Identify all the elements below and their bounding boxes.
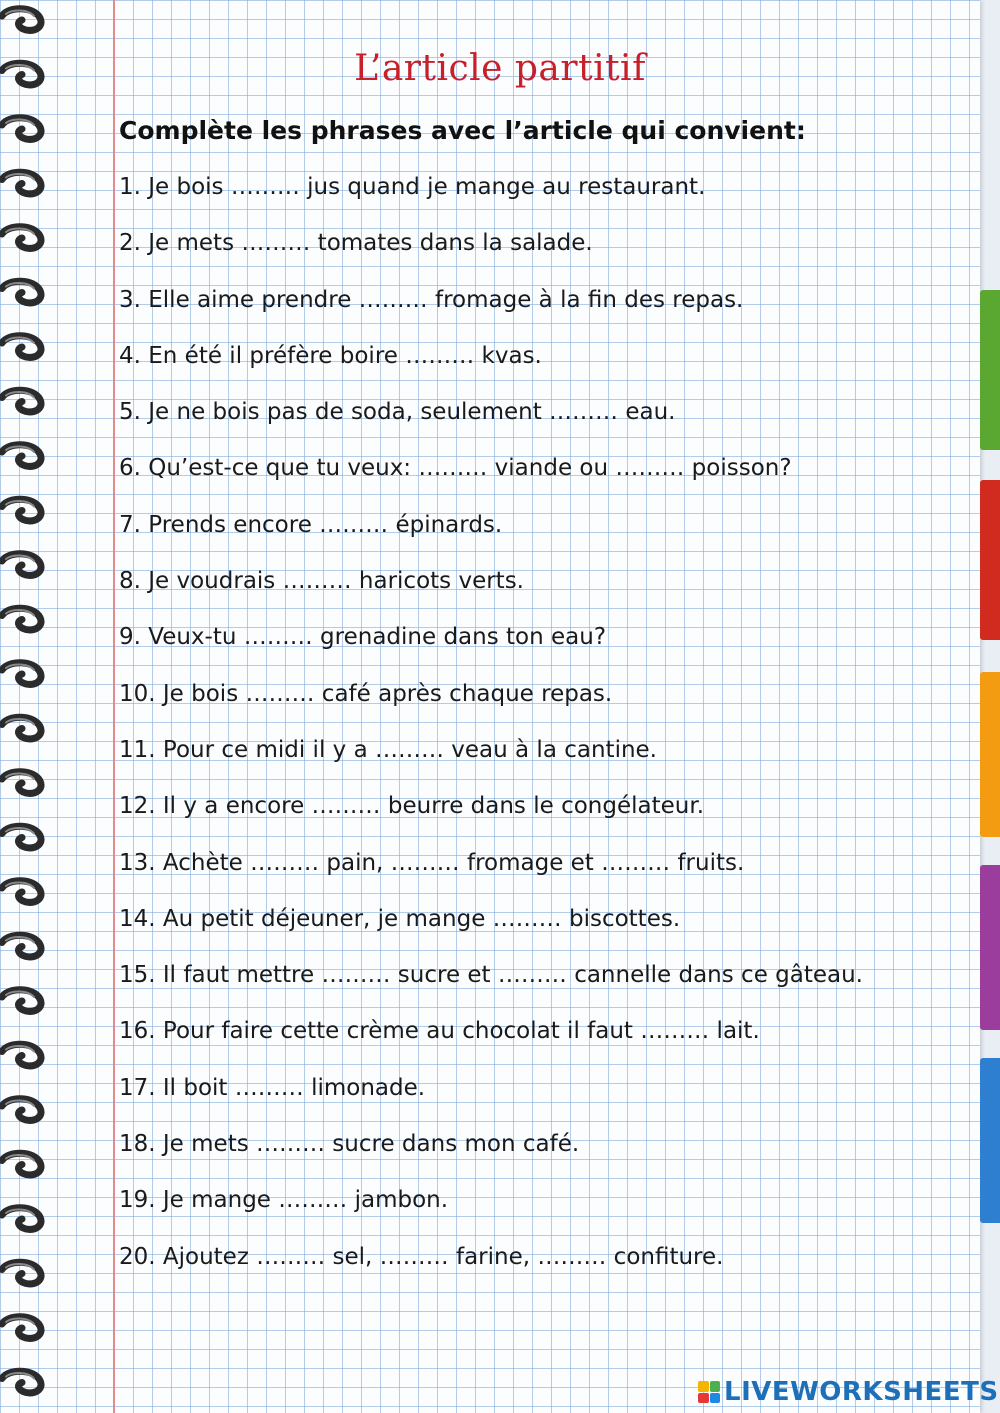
question-13: 13. Achète ……… pain, ……… fromage et ……… fruits. bbox=[119, 849, 745, 876]
spiral-ring bbox=[2, 1317, 41, 1339]
spiral-ring bbox=[2, 608, 41, 630]
spiral-ring bbox=[2, 717, 41, 739]
spiral-ring bbox=[2, 336, 41, 358]
question-5: 5. Je ne bois pas de soda, seulement ……… eau. bbox=[119, 399, 676, 426]
question-14: 14. Au petit déjeuner, je mange ……… biscottes. bbox=[119, 905, 681, 932]
tab-blue bbox=[980, 1058, 1000, 1223]
color-tabs bbox=[980, 0, 1000, 1413]
spiral-ring bbox=[2, 1262, 41, 1284]
spiral-ring bbox=[2, 1153, 41, 1175]
question-11: 11. Pour ce midi il y a ……… veau à la cantine. bbox=[119, 736, 657, 763]
spiral-ring bbox=[2, 227, 41, 249]
spiral-ring bbox=[2, 390, 41, 412]
instruction-text: Complète les phrases avec l’article qui convient: bbox=[119, 116, 806, 145]
spiral-ring bbox=[2, 445, 41, 467]
margin-line bbox=[113, 0, 115, 1413]
question-17: 17. Il boit ……… limonade. bbox=[119, 1074, 426, 1101]
question-19: 19. Je mange ……… jambon. bbox=[119, 1187, 449, 1214]
liveworksheets-logo[interactable] bbox=[698, 1378, 999, 1406]
question-9: 9. Veux-tu ……… grenadine dans ton eau? bbox=[119, 624, 607, 651]
question-18: 18. Je mets ……… sucre dans mon café. bbox=[119, 1131, 580, 1158]
tab-green bbox=[980, 290, 1000, 450]
question-6: 6. Qu’est-ce que tu veux: ……… viande ou ……… poisson? bbox=[119, 455, 792, 482]
page-title: L’article partitif bbox=[354, 48, 646, 89]
spiral-ring bbox=[2, 826, 41, 848]
question-1: 1. Je bois ……… jus quand je mange au restaurant. bbox=[119, 174, 706, 200]
spiral-ring bbox=[2, 554, 41, 576]
question-7: 7. Prends encore ……… épinards. bbox=[119, 511, 503, 538]
tab-orange bbox=[980, 672, 1000, 837]
spiral-ring bbox=[2, 772, 41, 794]
question-3: 3. Elle aime prendre ……… fromage à la fin des repas. bbox=[119, 286, 744, 313]
spiral-ring bbox=[2, 663, 41, 685]
spiral-ring bbox=[2, 881, 41, 903]
question-list bbox=[119, 174, 939, 1300]
spiral-ring bbox=[2, 172, 41, 194]
spiral-ring bbox=[2, 990, 41, 1012]
question-8: 8. Je voudrais ……… haricots verts. bbox=[119, 568, 524, 595]
question-4: 4. En été il préfère boire ……… kvas. bbox=[119, 342, 542, 369]
spiral-ring bbox=[2, 1099, 41, 1121]
question-10: 10. Je bois ……… café après chaque repas. bbox=[119, 680, 613, 707]
question-16: 16. Pour faire cette crème au chocolat il faut ……… lait. bbox=[119, 1018, 760, 1045]
tab-red bbox=[980, 480, 1000, 640]
spiral-ring bbox=[2, 1371, 41, 1393]
spiral-ring bbox=[2, 281, 41, 303]
spiral-ring bbox=[2, 9, 41, 31]
spiral-ring bbox=[2, 1044, 41, 1066]
spiral-ring bbox=[2, 935, 41, 957]
tab-purple bbox=[980, 865, 1000, 1030]
spiral-ring bbox=[2, 1208, 41, 1230]
logo-text: LIVEWORKSHEETS bbox=[724, 1377, 999, 1407]
question-2: 2. Je mets ……… tomates dans la salade. bbox=[119, 230, 593, 257]
spiral-ring bbox=[2, 118, 41, 140]
spiral-binding bbox=[0, 0, 48, 1413]
spiral-ring bbox=[2, 499, 41, 521]
question-15: 15. Il faut mettre ……… sucre et ……… cannelle dans ce gâteau. bbox=[119, 962, 863, 989]
logo-mark-icon bbox=[698, 1381, 720, 1403]
question-20: 20. Ajoutez ……… sel, ……… farine, ……… confiture. bbox=[119, 1243, 724, 1270]
question-12: 12. Il y a encore ……… beurre dans le congélateur. bbox=[119, 793, 705, 820]
